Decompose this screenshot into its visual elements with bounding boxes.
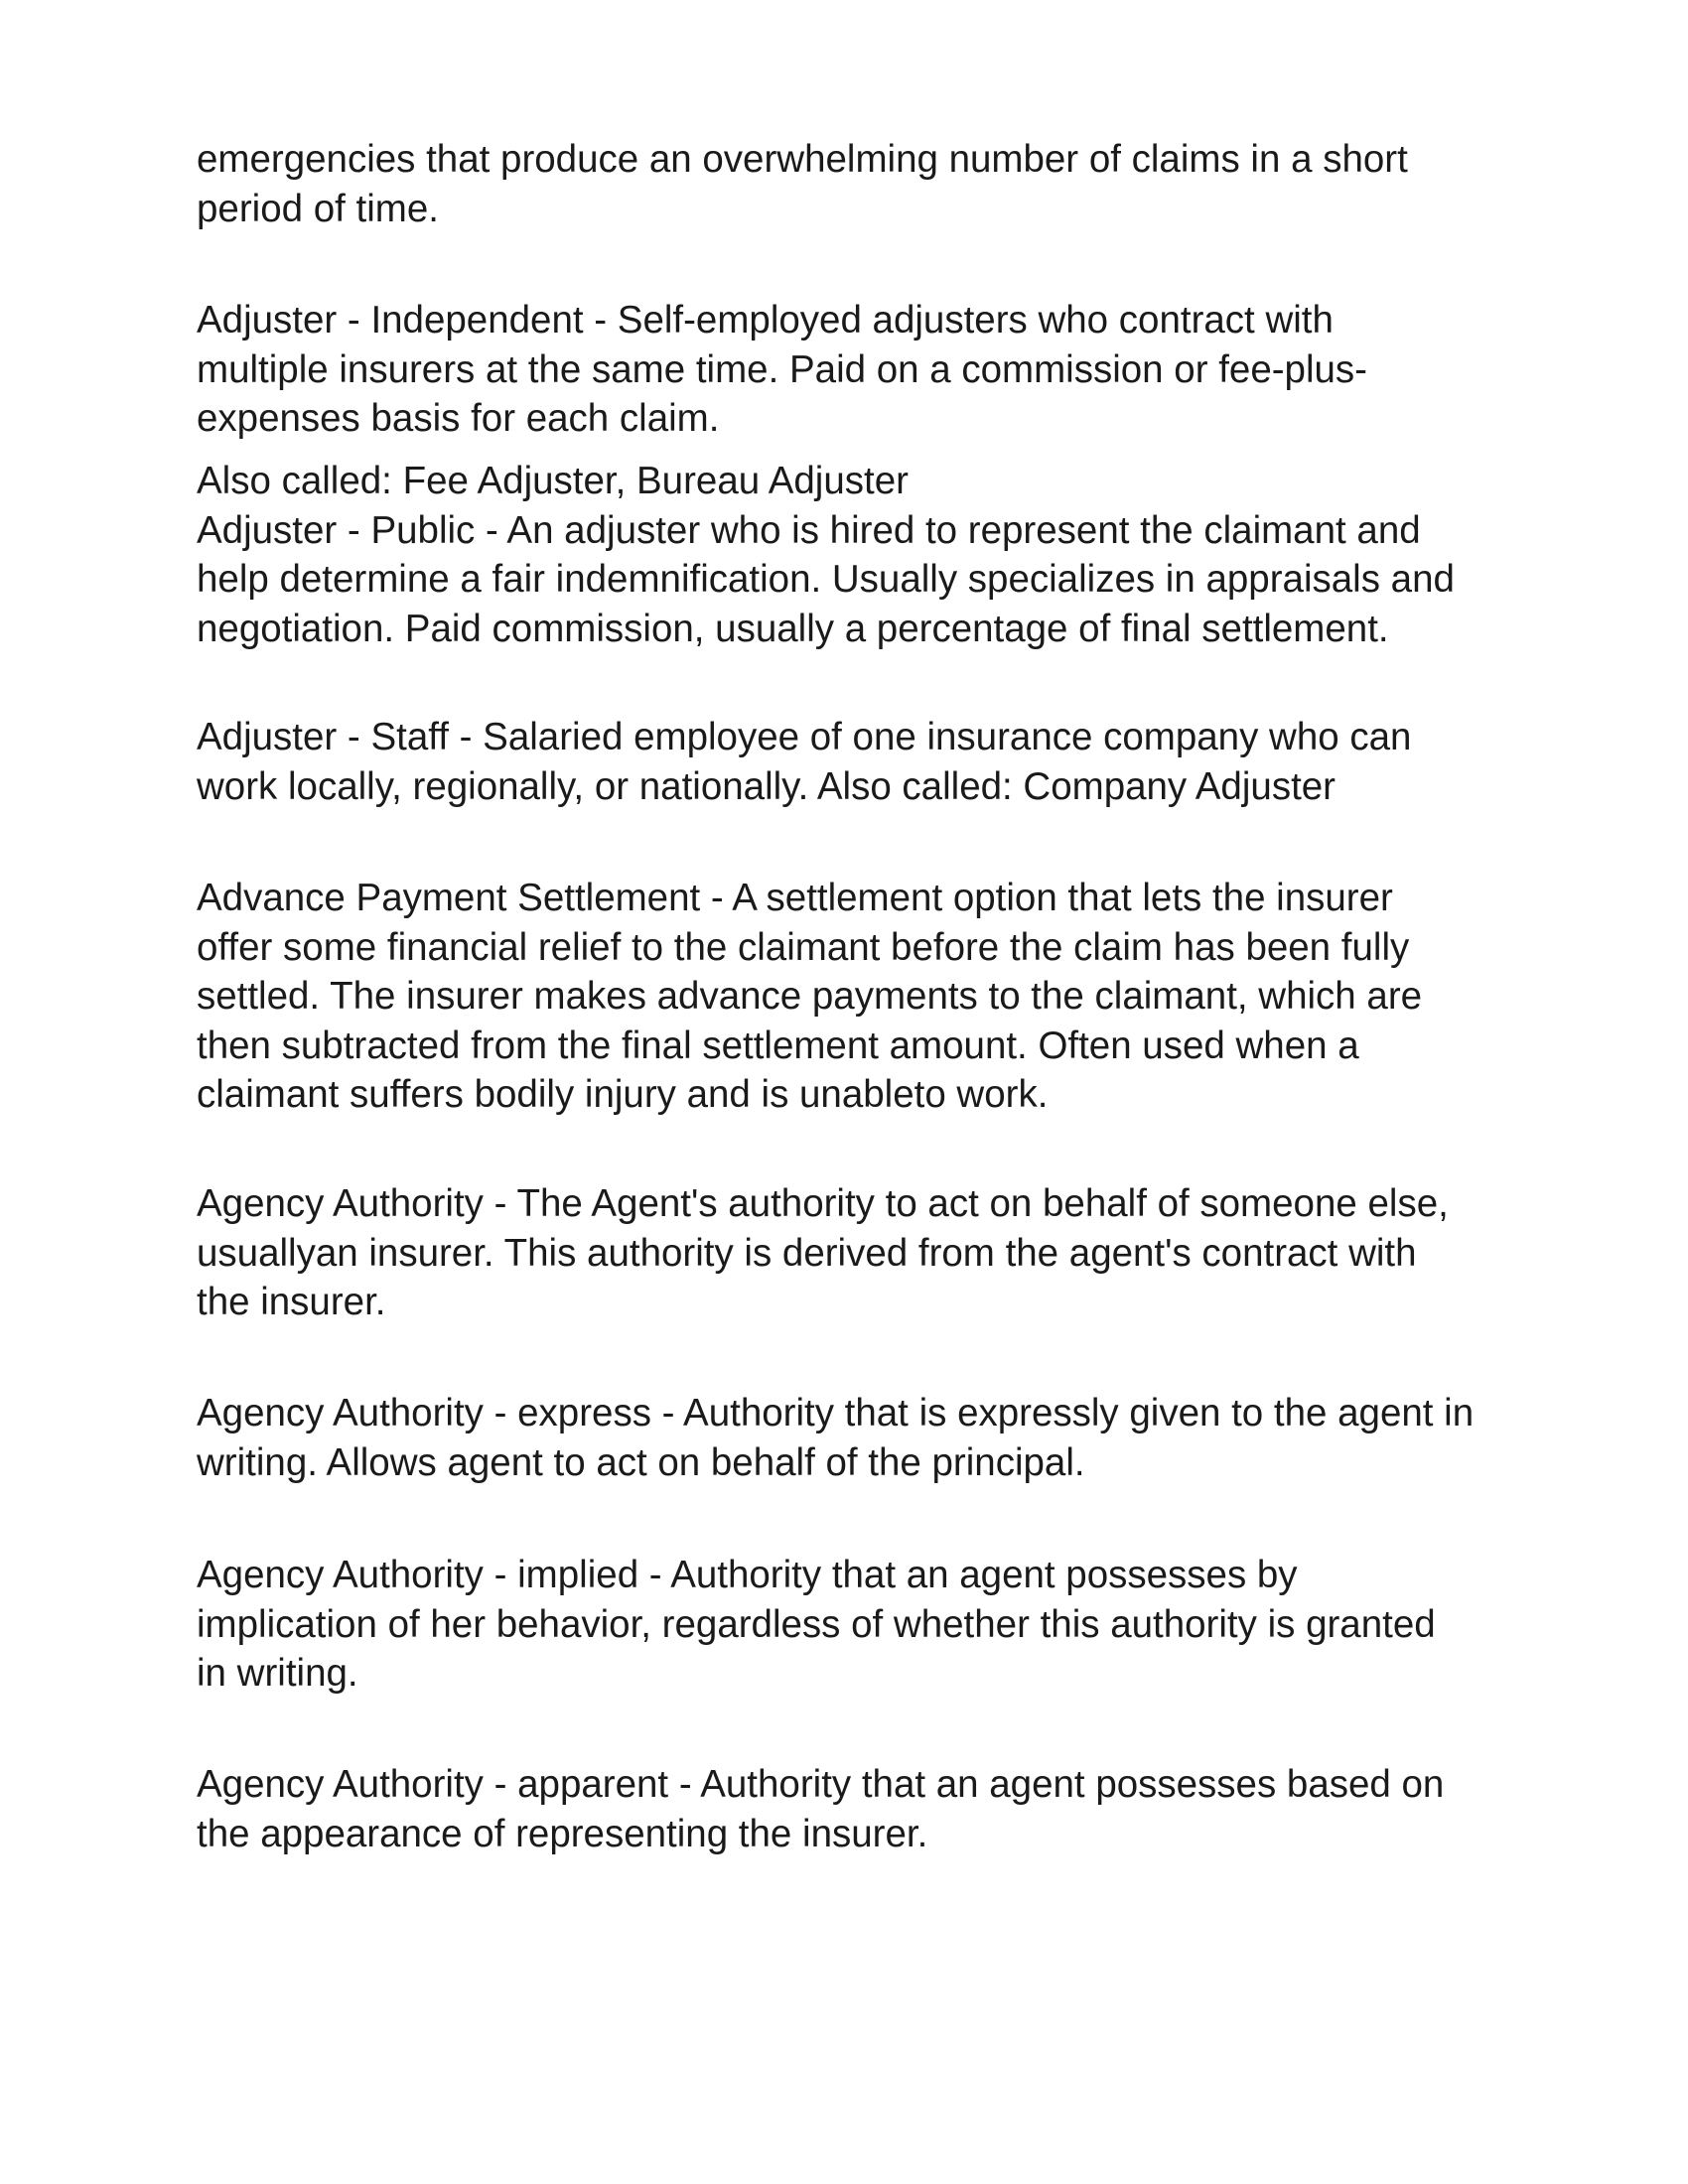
paragraph-emergencies-continuation: emergencies that produce an overwhelming number of claims in a short period of time. [197,138,1408,230]
paragraph-adjuster-staff: Adjuster - Staff - Salaried employee of one insurance company who can work locally, regionally, or nationally. Also called: Company Adjuster [197,716,1412,808]
paragraph-agency-authority-apparent: Agency Authority - apparent - Authority that an agent possesses based on the appearance of representing the insurer. [197,1763,1445,1855]
paragraph-agency-authority: Agency Authority - The Agent's authority to act on behalf of someone else, usuallyan insurer. This authority is derived from the agent's contract with the insurer. [197,1182,1449,1323]
paragraph-agency-authority-implied: Agency Authority - implied - Authority that an agent possesses by implication of her behavior, regardless of whether this authority is granted in writing. [197,1554,1436,1695]
paragraph-adjuster-independent: Adjuster - Independent - Self-employed adjusters who contract with multiple insurers at the same time. Paid on a commission or fee-plus- expenses basis for each claim. [197,299,1368,440]
paragraph-agency-authority-express: Agency Authority - express - Authority that is expressly given to the agent in writing. Allows agent to act on behalf of the principal. [197,1392,1475,1484]
paragraph-adjuster-public: Also called: Fee Adjuster, Bureau Adjuster Adjuster - Public - An adjuster who is hired to represent the claimant and help determine a fair indemnification. Usually specializes in appraisals and negotiation. Paid commission, usually a percentage of final settlement. [197,460,1455,650]
paragraph-advance-payment-settlement: Advance Payment Settlement - A settlement option that lets the insurer offer some financial relief to the claimant before the claim has been fully settled. The insurer makes advance payments to the claimant, which are then subtracted from the final settlement amount. Often used when a claimant suffers bodily injury and is unableto work. [197,877,1423,1116]
